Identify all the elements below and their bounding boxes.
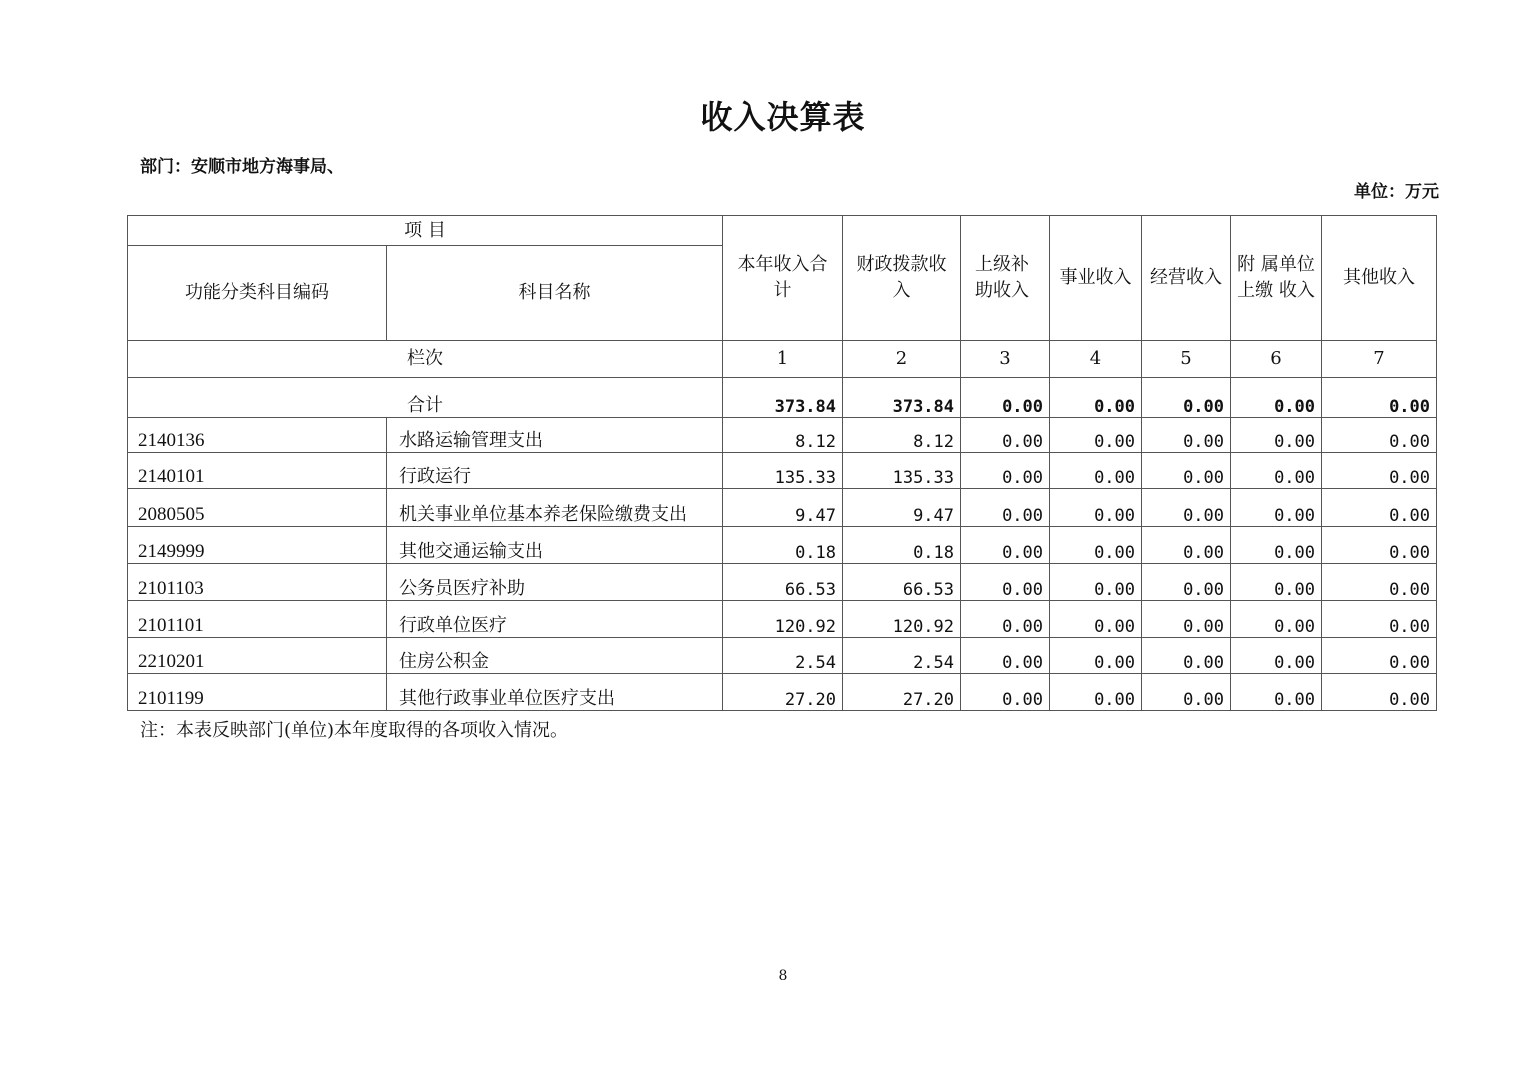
row-value: 0.00 <box>1142 453 1231 489</box>
table-row <box>128 601 1437 638</box>
table-header <box>128 216 1437 378</box>
row-value: 0.00 <box>1142 418 1231 453</box>
row-code: 2149999 <box>128 527 387 564</box>
col-number: 5 <box>1142 341 1231 378</box>
table-row <box>128 674 1437 711</box>
row-name: 公务员医疗补助 <box>387 564 723 601</box>
row-value: 0.00 <box>1231 601 1322 638</box>
name-col-header: 科目名称 <box>387 246 723 341</box>
row-value: 0.00 <box>1050 418 1142 453</box>
row-value: 8.12 <box>843 418 961 453</box>
row-value: 2.54 <box>843 638 961 674</box>
col-header-6: 附 属单位上缴 收入 <box>1231 216 1322 341</box>
total-cell: 0.00 <box>1322 378 1437 418</box>
row-value: 0.00 <box>1142 601 1231 638</box>
page-number: 8 <box>778 968 788 984</box>
col-number: 1 <box>723 341 843 378</box>
col-number: 7 <box>1322 341 1437 378</box>
table-note: 注：本表反映部门(单位)本年度取得的各项收入情况。 <box>140 720 569 741</box>
row-name: 其他行政事业单位医疗支出 <box>387 674 723 711</box>
col-number: 3 <box>961 341 1050 378</box>
total-cell: 373.84 <box>723 378 843 418</box>
income-table <box>127 215 1437 711</box>
total-cell: 0.00 <box>1231 378 1322 418</box>
table-row <box>128 418 1437 453</box>
total-label: 合计 <box>128 378 723 418</box>
row-value: 66.53 <box>843 564 961 601</box>
row-value: 0.00 <box>1231 674 1322 711</box>
code-col-header: 功能分类科目编码 <box>128 246 387 341</box>
row-value: 0.00 <box>1050 527 1142 564</box>
row-value: 0.00 <box>1231 527 1322 564</box>
row-value: 0.00 <box>961 418 1050 453</box>
row-value: 0.00 <box>961 674 1050 711</box>
row-name: 水路运输管理支出 <box>387 418 723 453</box>
col-number: 4 <box>1050 341 1142 378</box>
row-value: 135.33 <box>723 453 843 489</box>
col-header-5: 经营收入 <box>1142 216 1231 341</box>
col-header-3: 上级补助收入 <box>961 216 1050 341</box>
row-value: 0.00 <box>1322 489 1437 527</box>
row-code: 2101103 <box>128 564 387 601</box>
row-value: 0.00 <box>1322 674 1437 711</box>
row-code: 2140101 <box>128 453 387 489</box>
row-value: 0.00 <box>1050 601 1142 638</box>
total-cell: 0.00 <box>1142 378 1231 418</box>
row-value: 0.00 <box>1322 527 1437 564</box>
row-name: 其他交通运输支出 <box>387 527 723 564</box>
row-value: 0.00 <box>1231 564 1322 601</box>
row-value: 27.20 <box>723 674 843 711</box>
row-name: 住房公积金 <box>387 638 723 674</box>
row-name: 行政单位医疗 <box>387 601 723 638</box>
row-value: 0.00 <box>961 453 1050 489</box>
table-row <box>128 527 1437 564</box>
table-row <box>128 453 1437 489</box>
row-name: 机关事业单位基本养老保险缴费支出 <box>387 489 723 527</box>
row-code: 2101199 <box>128 674 387 711</box>
row-value: 0.18 <box>843 527 961 564</box>
row-value: 0.00 <box>1231 453 1322 489</box>
table-row <box>128 489 1437 527</box>
row-value: 120.92 <box>843 601 961 638</box>
total-cell: 373.84 <box>843 378 961 418</box>
table-body <box>128 378 1437 711</box>
row-code: 2101101 <box>128 601 387 638</box>
unit-label: 单位：万元 <box>1354 182 1439 202</box>
total-cell: 0.00 <box>961 378 1050 418</box>
row-value: 9.47 <box>843 489 961 527</box>
col-header-1: 本年收入合计 <box>723 216 843 341</box>
row-value: 0.00 <box>1231 638 1322 674</box>
row-value: 0.00 <box>1231 489 1322 527</box>
col-header-7: 其他收入 <box>1322 216 1437 341</box>
row-value: 0.00 <box>1050 564 1142 601</box>
row-value: 0.00 <box>961 601 1050 638</box>
project-header: 项 目 <box>128 216 723 246</box>
col-header-2: 财政拨款收入 <box>843 216 961 341</box>
row-value: 0.00 <box>1050 674 1142 711</box>
row-value: 0.00 <box>961 489 1050 527</box>
col-number: 2 <box>843 341 961 378</box>
page-title: 收入决算表 <box>700 98 866 136</box>
row-value: 0.00 <box>1322 638 1437 674</box>
row-value: 0.00 <box>1322 453 1437 489</box>
row-value: 8.12 <box>723 418 843 453</box>
row-value: 0.00 <box>961 527 1050 564</box>
row-value: 0.00 <box>1322 564 1437 601</box>
row-code: 2080505 <box>128 489 387 527</box>
row-value: 0.00 <box>1142 527 1231 564</box>
col-order-label: 栏次 <box>128 341 723 378</box>
row-value: 0.00 <box>961 638 1050 674</box>
total-cell: 0.00 <box>1050 378 1142 418</box>
row-value: 0.00 <box>1050 638 1142 674</box>
row-value: 0.00 <box>1050 453 1142 489</box>
row-value: 0.00 <box>1142 489 1231 527</box>
row-value: 0.00 <box>961 564 1050 601</box>
col-number: 6 <box>1231 341 1322 378</box>
department-label: 部门：安顺市地方海事局、 <box>140 157 344 177</box>
row-value: 0.00 <box>1142 564 1231 601</box>
row-name: 行政运行 <box>387 453 723 489</box>
row-value: 9.47 <box>723 489 843 527</box>
row-value: 0.00 <box>1322 418 1437 453</box>
row-value: 0.00 <box>1322 601 1437 638</box>
table-row <box>128 638 1437 674</box>
row-value: 0.00 <box>1050 489 1142 527</box>
row-value: 135.33 <box>843 453 961 489</box>
col-header-4: 事业收入 <box>1050 216 1142 341</box>
table-row <box>128 564 1437 601</box>
row-value: 0.00 <box>1231 418 1322 453</box>
row-code: 2210201 <box>128 638 387 674</box>
total-row <box>128 378 1437 418</box>
row-value: 27.20 <box>843 674 961 711</box>
row-value: 0.00 <box>1142 674 1231 711</box>
row-value: 0.18 <box>723 527 843 564</box>
row-value: 120.92 <box>723 601 843 638</box>
row-code: 2140136 <box>128 418 387 453</box>
row-value: 2.54 <box>723 638 843 674</box>
row-value: 66.53 <box>723 564 843 601</box>
row-value: 0.00 <box>1142 638 1231 674</box>
